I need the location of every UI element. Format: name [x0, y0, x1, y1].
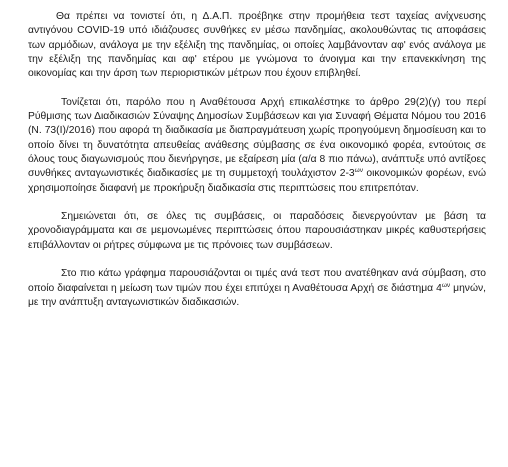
paragraph-text: οικονομικών φορέων, ενώ χρησιμοποίησε διαφανή με προκήρυξη διαδικασία στις περιπτώσεις που επιτρεπόταν.	[28, 168, 486, 194]
paragraph-text: Τονίζεται ότι, παρόλο που η Αναθέτουσα Αρχή επικαλέστηκε το άρθρο 29(2)(γ) του περί Ρύθμισης των Διαδικασιών Σύναψης Δημοσίων Συμβάσεων και για Συναφή Θέματα Νόμου του 2016 (Ν. 73(Ι)/2016) που αφορά τη διαδικασία με διαπραγμάτευση χωρίς προηγούμενη δημοσίευση και το οποίο δίνει τη δυνατότητα απευθείας ανάθεσης σύμβασης σε ένα οικονομικό φορέα, εντούτοις σε όλους τους διαγωνισμούς που διενήργησε, με εξαίρεση μία (α/α 8 πιο πάνω), ανάπτυξε υπό αντίξοες συνθήκες ανταγωνιστικές διαδικασίες με τη συμμετοχή τουλάχιστον 2-3	[28, 96, 486, 180]
paragraph-rapid-tests-procurement: Θα πρέπει να τονιστεί ότι, η Δ.Α.Π. προέβηκε στην προμήθεια τεστ ταχείας ανίχνευσης αντιγόνου COVID-19 υπό ιδιάζουσες συνθήκες εν μέσω πανδημίας, ακολουθώντας τις αποφάσεις των αρμόδιων, ανάλογα με την εξέλιξη της πανδημίας, οι οποίες λαμβάνονταν αφ' ενός ανάλογα με την εξέλιξη της πανδημίας και αφ' ετέρου με γνώμονα το άνοιγμα και την επανεκκίνηση της οικονομίας και την άρση των περιοριστικών μέτρων που έχουν επιβληθεί.	[28, 11, 486, 80]
paragraph-text: μηνών, με την ανάπτυξη ανταγωνιστικών διαδικασιών.	[28, 282, 486, 308]
ordinal-superscript: ων	[354, 167, 363, 175]
paragraph-text: Στο πιο κάτω γράφημα παρουσιάζονται οι τιμές ανά τεστ που ανατέθηκαν ανά σύμβαση, στο οποίο διαφαίνεται η μείωση των τιμών που έχει επιτύχει η Αναθέτουσα Αρχή σε διάστημα 4	[28, 268, 486, 294]
paragraph-delivery-schedules: Σημειώνεται ότι, σε όλες τις συμβάσεις, οι παραδόσεις διενεργούνταν με βάση τα χρονοδιαγράμματα και σε μεμονωμένες περιπτώσεις όπου παρουσιάστηκαν μικρές καθυστερήσεις επιβάλλονταν οι ρήτρες σύμφωνα με τις πρόνοιες των συμβάσεων.	[28, 211, 486, 251]
ordinal-superscript: ων	[441, 281, 451, 289]
paragraph-competitive-procedures	[28, 96, 486, 196]
paragraph-price-chart-intro	[28, 267, 486, 310]
